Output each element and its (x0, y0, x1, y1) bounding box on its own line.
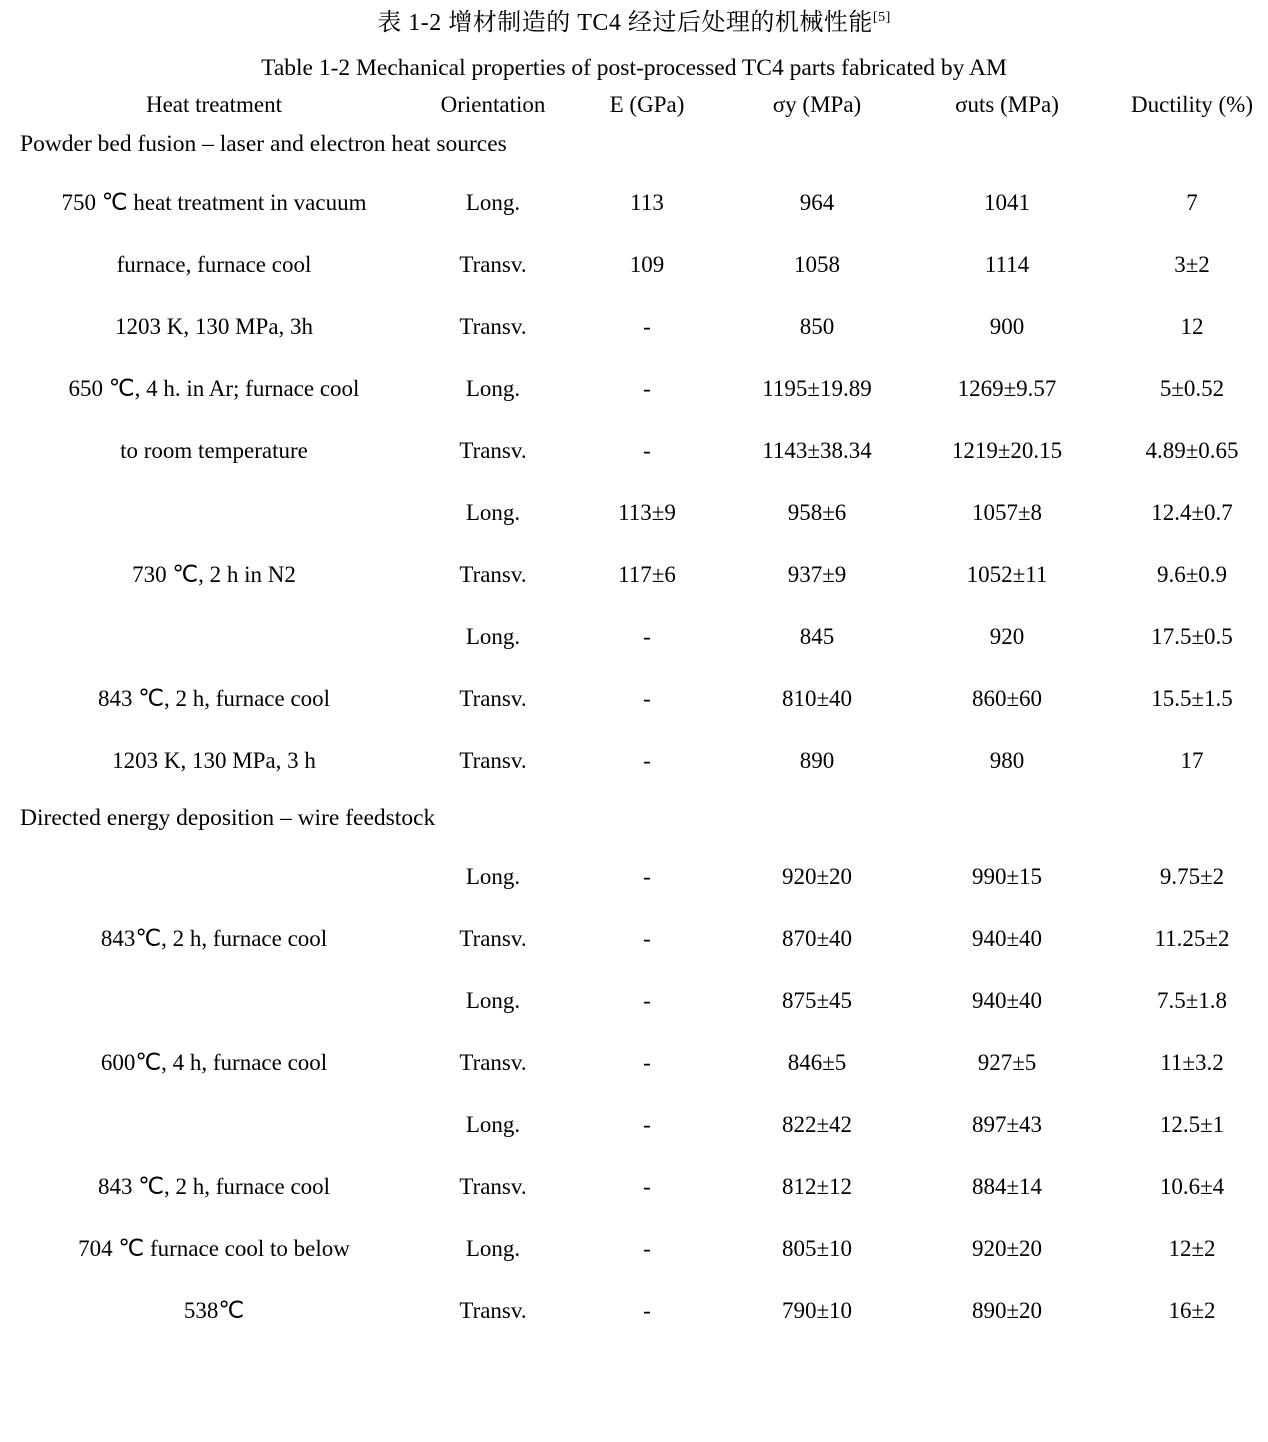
cell-heat-treatment (14, 970, 414, 1032)
table-row (14, 668, 1268, 730)
cell-sigma-uts: 890±20 (971, 1297, 1043, 1323)
table-row (14, 1280, 1268, 1342)
cell-orientation: Transv. (459, 1173, 527, 1199)
cell-sigma-uts: 900 (989, 313, 1025, 339)
cell-ductility: 12.4±0.7 (1151, 499, 1233, 525)
cell-sigma-uts: 897±43 (971, 1111, 1043, 1137)
table-row (14, 908, 1268, 970)
cell-heat-treatment: 538℃ (183, 1297, 245, 1323)
cell-orientation: Long. (465, 1235, 521, 1261)
table-row (14, 234, 1268, 296)
column-header-sigma-y: σy (MPa) (772, 91, 862, 117)
cell-sigma-y: 875±45 (781, 987, 853, 1013)
cell-orientation: Long. (465, 499, 521, 525)
cell-orientation: Long. (465, 987, 521, 1013)
cell-ductility: 12±2 (1168, 1235, 1216, 1261)
cell-heat-treatment: 843℃, 2 h, furnace cool (100, 925, 328, 951)
table-caption-chinese (14, 0, 1254, 39)
cell-sigma-y: 920±20 (781, 863, 853, 889)
table-row (14, 544, 1268, 606)
section-header-row (14, 118, 1268, 172)
column-header-sigma-uts: σuts (MPa) (955, 91, 1059, 117)
cell-sigma-uts: 940±40 (971, 987, 1043, 1013)
cell-orientation: Transv. (459, 1297, 527, 1323)
cell-sigma-y: 812±12 (781, 1173, 853, 1199)
table-row (14, 482, 1268, 544)
cell-heat-treatment (14, 606, 414, 668)
cell-sigma-y: 850 (799, 313, 835, 339)
cell-sigma-y: 937±9 (787, 561, 847, 587)
cell-sigma-uts: 1057±8 (971, 499, 1043, 525)
cell-e: - (643, 1235, 651, 1261)
section-header-row (14, 792, 1268, 846)
cell-ductility: 12 (1180, 313, 1204, 339)
cell-sigma-uts: 980 (989, 747, 1025, 773)
cell-heat-treatment: 843 ℃, 2 h, furnace cool (97, 685, 331, 711)
cell-ductility: 15.5±1.5 (1151, 685, 1233, 711)
cell-orientation: Transv. (459, 747, 527, 773)
cell-ductility: 11.25±2 (1154, 925, 1230, 951)
cell-orientation: Transv. (459, 313, 527, 339)
cell-heat-treatment (14, 482, 414, 544)
cell-sigma-uts: 884±14 (971, 1173, 1043, 1199)
cell-sigma-uts: 1219±20.15 (951, 437, 1063, 463)
cell-sigma-uts: 1041 (984, 189, 1030, 215)
cell-sigma-y: 790±10 (781, 1297, 853, 1323)
cell-e: - (643, 1111, 651, 1137)
cell-ductility: 9.75±2 (1159, 863, 1225, 889)
cell-ductility: 4.89±0.65 (1145, 437, 1239, 463)
cell-ductility: 12.5±1 (1159, 1111, 1225, 1137)
cell-sigma-y: 822±42 (781, 1111, 853, 1137)
cell-sigma-uts: 927±5 (977, 1049, 1037, 1075)
cell-e: - (643, 747, 651, 773)
cell-sigma-y: 845 (799, 623, 835, 649)
cell-heat-treatment: to room temperature (120, 437, 308, 463)
cell-orientation: Long. (465, 863, 521, 889)
table-row (14, 172, 1268, 234)
cell-heat-treatment: 704 ℃ furnace cool to below (78, 1235, 350, 1261)
section-title: Powder bed fusion – laser and electron heat sources (20, 131, 507, 158)
cell-e: 109 (629, 251, 665, 277)
cell-e: - (643, 863, 651, 889)
table-row (14, 420, 1268, 482)
cell-heat-treatment: furnace, furnace cool (116, 251, 312, 277)
cell-ductility: 16±2 (1168, 1297, 1216, 1323)
cell-e: 117±6 (618, 561, 676, 587)
cell-ductility: 9.6±0.9 (1156, 561, 1228, 587)
cell-orientation: Transv. (459, 561, 527, 587)
cell-heat-treatment (14, 846, 414, 908)
cell-orientation: Transv. (459, 1049, 527, 1075)
cell-sigma-y: 870±40 (781, 925, 853, 951)
table-row (14, 296, 1268, 358)
table-caption-english: Table 1-2 Mechanical properties of post-processed TC4 parts fabricated by AM (261, 55, 1007, 82)
cell-sigma-uts: 920±20 (971, 1235, 1043, 1261)
cell-sigma-y: 1058 (794, 251, 840, 277)
cell-ductility: 7.5±1.8 (1156, 987, 1228, 1013)
cell-heat-treatment: 1203 K, 130 MPa, 3h (114, 313, 314, 339)
cell-orientation: Long. (465, 189, 521, 215)
cell-e: - (643, 925, 651, 951)
cell-e: - (643, 375, 651, 401)
table-row (14, 358, 1268, 420)
cell-ductility: 10.6±4 (1159, 1173, 1225, 1199)
cell-ductility: 11±3.2 (1160, 1049, 1224, 1075)
column-header-ductility: Ductility (%) (1131, 91, 1253, 117)
cell-orientation: Transv. (459, 685, 527, 711)
cell-ductility: 3±2 (1174, 251, 1210, 277)
cell-orientation: Transv. (459, 925, 527, 951)
cell-ductility: 5±0.52 (1159, 375, 1225, 401)
cell-sigma-uts: 1114 (984, 251, 1030, 277)
column-header-heat-treatment: Heat treatment (145, 91, 282, 117)
caption-reference-marker: [5] (872, 10, 891, 25)
cell-e: - (643, 313, 651, 339)
table-row (14, 606, 1268, 668)
table-row (14, 970, 1268, 1032)
mechanical-properties-table (14, 92, 1268, 1342)
cell-heat-treatment: 843 ℃, 2 h, furnace cool (97, 1173, 331, 1199)
cell-sigma-y: 958±6 (787, 499, 847, 525)
cell-sigma-uts: 860±60 (971, 685, 1043, 711)
cell-sigma-uts: 1269±9.57 (957, 375, 1057, 401)
cell-orientation: Transv. (459, 437, 527, 463)
caption-chinese-text: 表 1-2 增材制造的 TC4 经过后处理的机械性能 (377, 10, 873, 36)
cell-sigma-y: 1143±38.34 (762, 437, 872, 463)
cell-e: 113 (630, 189, 664, 215)
table-row (14, 1032, 1268, 1094)
cell-sigma-y: 1195±19.89 (762, 375, 872, 401)
cell-sigma-uts: 990±15 (971, 863, 1043, 889)
cell-sigma-y: 846±5 (787, 1049, 847, 1075)
table-row (14, 1218, 1268, 1280)
cell-e: - (643, 1297, 651, 1323)
table-row (14, 730, 1268, 792)
cell-ductility: 17 (1180, 747, 1204, 773)
cell-e: - (643, 987, 651, 1013)
table-header-row (14, 92, 1268, 118)
cell-sigma-y: 964 (799, 189, 835, 215)
column-header-e: E (GPa) (609, 91, 685, 117)
cell-e: - (643, 437, 651, 463)
cell-heat-treatment: 750 ℃ heat treatment in vacuum (61, 189, 367, 215)
cell-orientation: Long. (465, 623, 521, 649)
cell-heat-treatment (14, 1094, 414, 1156)
cell-heat-treatment: 600℃, 4 h, furnace cool (100, 1049, 328, 1075)
cell-orientation: Long. (465, 375, 521, 401)
cell-e: 113±9 (618, 499, 676, 525)
cell-sigma-y: 890 (799, 747, 835, 773)
cell-e: - (643, 1173, 651, 1199)
cell-heat-treatment: 1203 K, 130 MPa, 3 h (112, 747, 316, 773)
cell-e: - (643, 1049, 651, 1075)
cell-ductility: 17.5±0.5 (1151, 623, 1233, 649)
cell-sigma-uts: 920 (989, 623, 1025, 649)
cell-sigma-y: 810±40 (781, 685, 853, 711)
table-row (14, 1094, 1268, 1156)
cell-ductility: 7 (1186, 189, 1198, 215)
table-row (14, 846, 1268, 908)
column-header-orientation: Orientation (440, 91, 546, 117)
cell-sigma-uts: 940±40 (971, 925, 1043, 951)
section-title: Directed energy deposition – wire feedstock (20, 805, 436, 832)
cell-orientation: Long. (465, 1111, 521, 1137)
cell-sigma-y: 805±10 (781, 1235, 853, 1261)
cell-e: - (643, 623, 651, 649)
cell-heat-treatment: 730 ℃, 2 h in N2 (132, 561, 296, 587)
cell-sigma-uts: 1052±11 (966, 561, 1048, 587)
cell-e: - (643, 685, 651, 711)
table-row (14, 1156, 1268, 1218)
cell-orientation: Transv. (459, 251, 527, 277)
cell-heat-treatment: 650 ℃, 4 h. in Ar; furnace cool (68, 375, 360, 401)
